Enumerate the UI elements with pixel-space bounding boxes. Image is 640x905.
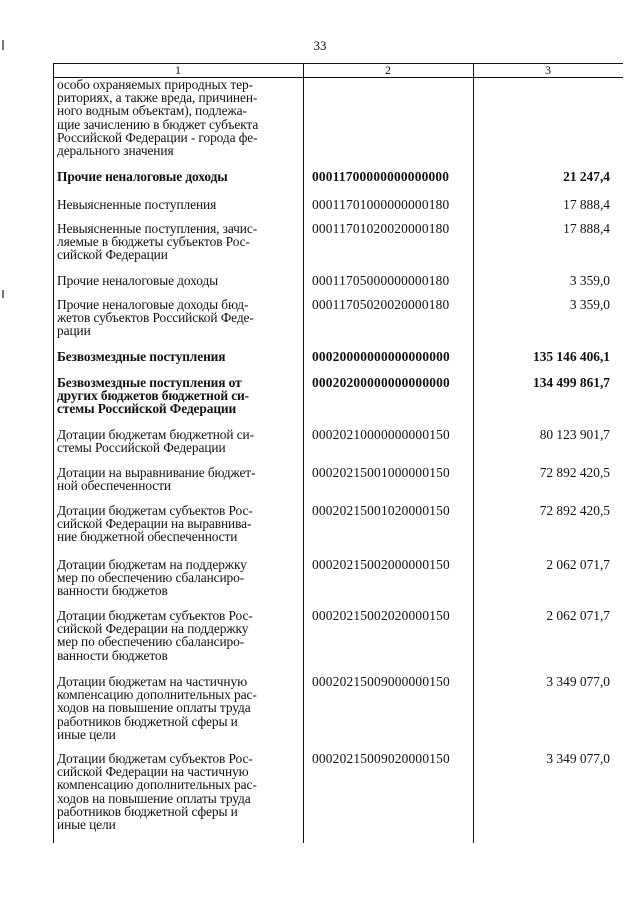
row-name: Безвозмездные поступления от других бюджетов бюджетной си- стемы Российской Федерации	[57, 375, 250, 417]
row-amount: 2 062 071,7	[546, 557, 610, 572]
row-amount: 3 359,0	[569, 273, 610, 288]
row-name: Дотации бюджетам на частичную компенсацию дополнительных рас- ходов на повышение оплаты труда работников бюджетной сферы и иные цели	[57, 674, 257, 742]
table-header-row	[53, 63, 623, 78]
row-amount: 3 349 077,0	[546, 674, 610, 689]
row-amount: 3 359,0	[569, 297, 610, 312]
row-amount: 134 499 861,7	[533, 375, 610, 390]
row-name: Прочие неналоговые доходы	[57, 273, 219, 288]
row-code: 00020215001020000150	[312, 503, 450, 518]
column-header-2: 2	[385, 63, 391, 77]
table-border-left	[53, 63, 54, 843]
row-name: Невыясненные поступления, зачис- ляемые в бюджеты субъектов Рос- сийской Федерации	[57, 221, 258, 263]
row-name: Дотации бюджетам на поддержку мер по обеспечению сбалансиро- ванности бюджетов	[57, 557, 247, 599]
row-name: Дотации бюджетам субъектов Рос- сийской Федерации на поддержку мер по обеспечению сбалансиро- ванности бюджетов	[57, 608, 253, 663]
page-number: 33	[313, 38, 327, 53]
row-name: особо охраняемых природных тер- риториях, а также вреда, причинен- ного водным объектам), подлежа- щие зачислению в бюджет субъекта Российской Федерации - города фе- дерального значения	[57, 77, 259, 159]
row-code: 00020215001000000150	[312, 465, 450, 480]
row-name: Прочие неналоговые доходы бюд- жетов субъектов Российской Феде- рации	[57, 297, 254, 339]
row-code: 00011701020020000180	[312, 221, 450, 236]
budget-table	[53, 63, 623, 833]
row-amount: 17 888,4	[563, 221, 610, 236]
row-code: 00020215009000000150	[312, 674, 450, 689]
row-code: 00011701000000000180	[312, 197, 450, 212]
row-name: Безвозмездные поступления	[57, 349, 226, 364]
row-amount: 17 888,4	[563, 197, 610, 212]
row-code: 00011700000000000000	[312, 169, 450, 184]
row-name: Дотации бюджетам бюджетной си- стемы Российской Федерации	[57, 427, 254, 456]
row-amount: 3 349 077,0	[546, 751, 610, 766]
row-amount: 72 892 420,5	[539, 503, 610, 518]
column-header-3: 3	[545, 63, 551, 77]
row-amount: 80 123 901,7	[539, 427, 610, 442]
row-amount: 2 062 071,7	[546, 608, 610, 623]
row-code: 00020200000000000000	[312, 375, 450, 390]
row-code: 00020215002000000150	[312, 557, 450, 572]
row-code: 00020215009020000150	[312, 751, 450, 766]
row-amount: 135 146 406,1	[533, 349, 610, 364]
row-code: 00020210000000000150	[312, 427, 450, 442]
row-code: 00020000000000000000	[312, 349, 450, 364]
row-code: 00011705020020000180	[312, 297, 450, 312]
left-edge-mark	[2, 290, 4, 298]
row-code: 00020215002020000150	[312, 608, 450, 623]
left-edge-mark	[2, 40, 4, 50]
row-code: 00011705000000000180	[312, 273, 450, 288]
row-amount: 72 892 420,5	[539, 465, 610, 480]
row-name: Дотации бюджетам субъектов Рос- сийской Федерации на выравнива- ние бюджетной обеспеченности	[57, 503, 253, 545]
row-name: Дотации на выравнивание бюджет- ной обеспеченности	[57, 465, 256, 494]
row-amount: 21 247,4	[563, 169, 610, 184]
column-header-1: 1	[175, 63, 181, 77]
table-divider-1	[303, 63, 304, 843]
row-name: Дотации бюджетам субъектов Рос- сийской Федерации на частичную компенсацию дополнительных рас- ходов на повышение оплаты труда работников бюджетной сферы и иные цели	[57, 751, 257, 833]
row-name: Невыясненные поступления	[57, 197, 217, 212]
table-divider-2	[473, 63, 474, 843]
row-name: Прочие неналоговые доходы	[57, 169, 228, 184]
